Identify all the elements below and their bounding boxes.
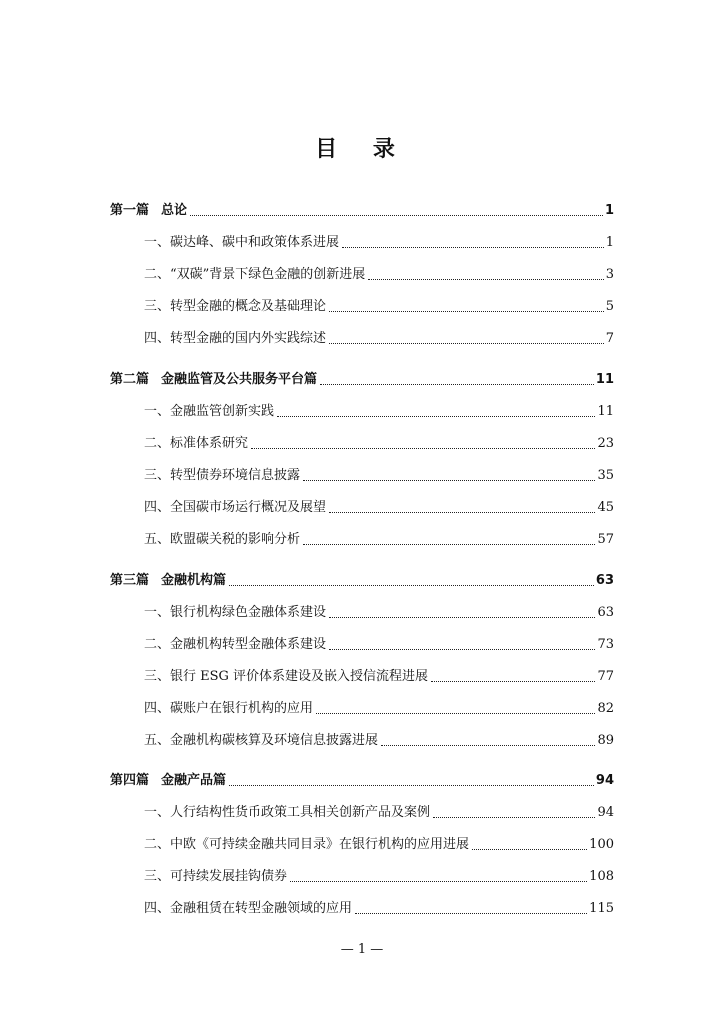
toc-entry[interactable]	[144, 803, 614, 823]
entry-title: 三、可持续发展挂钩债券	[144, 869, 288, 884]
toc-entry[interactable]	[144, 329, 614, 349]
dot-leader	[277, 415, 595, 417]
page-number: 3	[605, 267, 614, 282]
entry-title: 四、转型金融的国内外实践综述	[144, 331, 327, 346]
dot-leader	[251, 447, 595, 449]
page-number: 1	[604, 203, 614, 218]
entry-title: 二、金融机构转型金融体系建设	[144, 637, 327, 652]
entry-title: 四、金融租赁在转型金融领域的应用	[144, 901, 353, 916]
toc-entry[interactable]	[144, 530, 614, 550]
toc-part-1[interactable]	[110, 201, 614, 221]
toc-entry[interactable]	[144, 466, 614, 486]
toc-part-4[interactable]	[110, 771, 614, 791]
entry-title: 三、银行 ESG 评价体系建设及嵌入授信流程进展	[144, 669, 429, 684]
toc-entry[interactable]	[144, 667, 614, 687]
page-number: 11	[595, 372, 614, 387]
toc-part-3[interactable]	[110, 571, 614, 591]
dot-leader	[329, 310, 604, 312]
entry-title: 一、人行结构性货币政策工具相关创新产品及案例	[144, 805, 431, 820]
entry-title: 二、标准体系研究	[144, 436, 249, 451]
dot-leader	[329, 616, 595, 618]
page-number: 5	[605, 299, 614, 314]
dot-leader	[229, 584, 594, 586]
entry-title: 一、碳达峰、碳中和政策体系进展	[144, 235, 340, 250]
entry-title: 三、转型金融的概念及基础理论	[144, 299, 327, 314]
dot-leader	[355, 912, 587, 914]
page-number: 57	[597, 532, 614, 547]
page-number: 11	[597, 404, 614, 419]
dot-leader	[329, 648, 595, 650]
toc-entry[interactable]	[144, 498, 614, 518]
entry-title: 三、转型债券环境信息披露	[144, 468, 301, 483]
entry-title: 一、银行机构绿色金融体系建设	[144, 605, 327, 620]
entry-title: 一、金融监管创新实践	[144, 404, 275, 419]
dot-leader	[290, 880, 587, 882]
page-number: 1	[605, 235, 614, 250]
page-number: 45	[597, 500, 614, 515]
toc-entry[interactable]	[144, 402, 614, 422]
page-number: 77	[597, 669, 614, 684]
toc-entry[interactable]	[144, 297, 614, 317]
part-number: 第二篇	[110, 372, 150, 387]
page-title: 目 录	[315, 136, 409, 162]
dot-leader	[329, 511, 595, 513]
toc-entry[interactable]	[144, 434, 614, 454]
entry-title: 四、碳账户在银行机构的应用	[144, 701, 314, 716]
page-footer-number: — 1 —	[340, 942, 384, 957]
toc-part-2[interactable]	[110, 370, 614, 390]
part-title: 总论	[161, 203, 188, 218]
toc-entry[interactable]	[144, 603, 614, 623]
dot-leader	[303, 479, 595, 481]
toc-entry[interactable]	[144, 899, 614, 919]
page-number: 23	[597, 436, 614, 451]
dot-leader	[229, 784, 594, 786]
page-number: 63	[597, 605, 614, 620]
toc-entry[interactable]	[144, 699, 614, 719]
dot-leader	[316, 712, 595, 714]
dot-leader	[342, 246, 604, 248]
part-title: 金融机构篇	[161, 573, 227, 588]
page-number: 35	[597, 468, 614, 483]
page-number: 73	[597, 637, 614, 652]
part-number: 第三篇	[110, 573, 150, 588]
toc-entry[interactable]	[144, 867, 614, 887]
part-title: 金融监管及公共服务平台篇	[161, 372, 318, 387]
dot-leader	[472, 848, 587, 850]
part-number: 第一篇	[110, 203, 150, 218]
dot-leader	[303, 543, 595, 545]
dot-leader	[368, 278, 603, 280]
page-number: 108	[589, 869, 614, 884]
toc-entry[interactable]	[144, 635, 614, 655]
page-number: 89	[597, 733, 614, 748]
toc-entry[interactable]	[144, 265, 614, 285]
toc-entry[interactable]	[144, 233, 614, 253]
page-number: 82	[597, 701, 614, 716]
entry-title: 二、中欧《可持续金融共同目录》在银行机构的应用进展	[144, 837, 470, 852]
toc-entry[interactable]	[144, 835, 614, 855]
entry-title: 五、欧盟碳关税的影响分析	[144, 532, 301, 547]
dot-leader	[381, 744, 595, 746]
entry-title: 五、金融机构碳核算及环境信息披露进展	[144, 733, 379, 748]
entry-title: 四、全国碳市场运行概况及展望	[144, 500, 327, 515]
page-number: 94	[595, 773, 614, 788]
dot-leader	[190, 214, 603, 216]
dot-leader	[329, 342, 604, 344]
entry-title: 二、“双碳”背景下绿色金融的创新进展	[144, 267, 366, 282]
part-title: 金融产品篇	[161, 773, 227, 788]
page-number: 115	[589, 901, 614, 916]
page-number: 94	[597, 805, 614, 820]
dot-leader	[320, 383, 594, 385]
page-number: 7	[605, 331, 614, 346]
dot-leader	[433, 816, 595, 818]
dot-leader	[431, 680, 595, 682]
part-number: 第四篇	[110, 773, 150, 788]
page-number: 100	[589, 837, 614, 852]
page-number: 63	[595, 573, 614, 588]
toc-entry[interactable]	[144, 731, 614, 751]
